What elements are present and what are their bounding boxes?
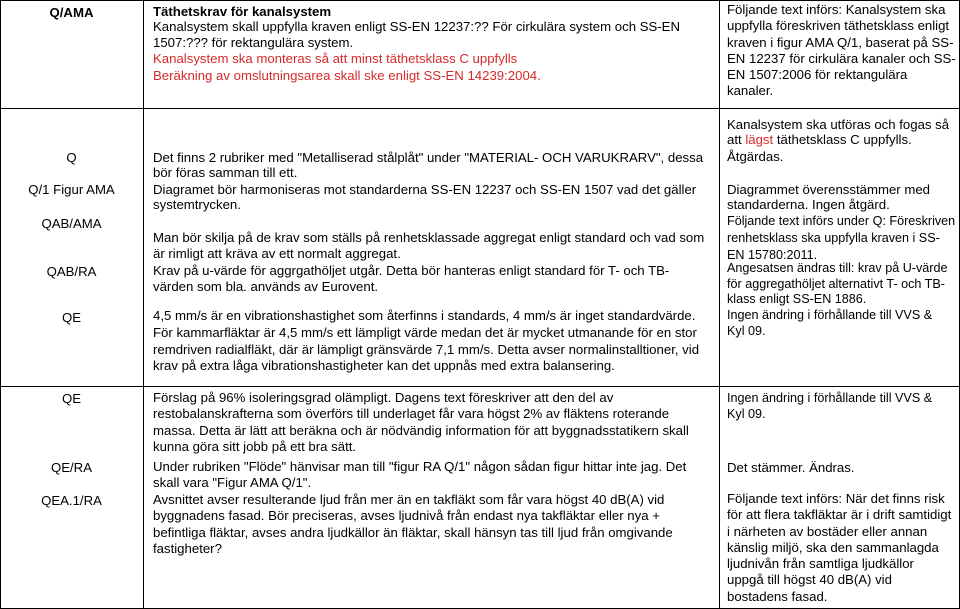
comment-text: Diagramet bör harmoniseras mot standarderna SS-EN 12237 och SS-EN 1507 vad det gäller systemtrycken.: [153, 182, 697, 213]
row-code: Q: [66, 150, 77, 165]
row-code: QE/RA: [50, 460, 93, 475]
section-title: Täthetskrav för kanalsystem: [153, 4, 332, 19]
comment-text: Under rubriken "Flöde" hänvisar man till "figur RA Q/1" någon sådan figur hittar inte jag. Det skall vara "Figur AMA Q/1".: [153, 459, 687, 491]
response-text: Följande text införs: Kanalsystem ska uppfylla föreskriven täthetsklass enligt kraven i figur AMA Q/1, baserat på SS-EN 12237 för cirkulära kanaler och SS-EN 1507:2006 för rektangulära kanaler.: [727, 2, 956, 99]
row-code: QE: [61, 310, 82, 325]
row-code: QEA.1/RA: [41, 493, 102, 508]
table-border-top: [0, 0, 960, 1]
table-column-divider: [719, 0, 720, 609]
comment-text: Det finns 2 rubriker med "Metalliserad stålplåt" under "MATERIAL- OCH VARUKRARV", dessa bör föras samman till ett.: [153, 150, 704, 181]
comment-line: Kanalsystem skall uppfylla kraven enligt SS-EN 12237:?? För cirkulära system och SS-EN: [153, 19, 680, 34]
comment-text: Förslag på 96% isoleringsgrad olämpligt. Dagens text föreskriver att den del av restobalanskrafterna som överförs till underlaget får vara högst 2% av fläktens roterande massa. Detta är lätt att beräkna och är nödvändig information för att byggnadsstatikern skall kunna göra sitt jobb på ett bra sätt.: [153, 390, 689, 454]
response-text: Angesatsen ändras till: krav på U-värde för aggregathöljet alternativt T- och TB-klass enligt SS-EN 1886.: [727, 261, 948, 307]
response-text: Följande text införs: När det finns risk för att flera takfläktar är i drift samtidigt i närheten av bostäder eller annan känslig miljö, ska den sammanlagda ljudnivån från samtliga ljudkällor uppgå till högst 40 dB(A) vid bostadens fasad.: [727, 491, 952, 604]
response-text: Åtgärdas.: [727, 149, 784, 164]
response-text: Diagrammet överensstämmer med standarderna. Ingen åtgärd.: [727, 182, 931, 213]
comment-line: Beräkning av omslutningsarea skall ske enligt SS-EN 14239:2004.: [153, 68, 541, 83]
response-text: Ingen ändring i förhållande till VVS & Kyl 09.: [727, 308, 933, 338]
comment-text: Krav på u-värde för aggrgathöljet utgår. Detta bör hanteras enligt standard för T- och TB-värden som bla. används av Eurovent.: [153, 263, 670, 295]
comment-text: Avsnittet avser resulterande ljud från mer än en takfläkt som får vara högst 40 dB(A) vid byggnadens fasad. Bör preciseras, avses ljudnivå från endast nya takfläktar eller nya + befintliga fläktar, avses andra ljudkällor än fläktar, skall hänsyn tas till ljud från omgivande fastigheter?: [153, 492, 673, 556]
row-code: QAB/AMA: [41, 216, 102, 231]
comment-line: Kanalsystem ska monteras så att minst täthetsklass C uppfylls: [153, 51, 518, 66]
table-row-divider: [0, 386, 960, 387]
table-row-divider: [0, 108, 960, 109]
comment-line: 1507:??? för rektangulära system.: [153, 35, 354, 50]
response-text: Följande text införs under Q: Föreskriven renhetsklass ska uppfylla kraven i SS-EN 15780:2011.: [727, 214, 956, 262]
response-text: Kanalsystem ska utföras och fogas så att lägst täthetsklass C uppfylls.: [727, 117, 950, 148]
comment-text: 4,5 mm/s är en vibrationshastighet som återfinns i standards, 4 mm/s är inget standardvärde. För kammarfläktar är 4,5 mm/s ett lämpligt värde medan det är mycket utmanande för en stor remdriven radialfläkt, där är lämpligt gränsvärde 7,1 mm/s. Detta avser normalinstalltioner, vid krav på extra låga vibrationshastigheter kan det uppnås med extra balansering.: [153, 308, 700, 374]
row-code: Q/1 Figur AMA: [28, 182, 115, 197]
row-code: Q/AMA: [49, 5, 94, 20]
response-text: Det stämmer. Ändras.: [727, 460, 855, 475]
table-column-divider: [143, 0, 144, 609]
row-code: QAB/RA: [46, 264, 97, 279]
comment-text: Man bör skilja på de krav som ställs på renhetsklassade aggregat enligt standard och vad som är rimligt att kräva av ett normalt aggregat.: [153, 230, 705, 262]
table-border-left: [0, 0, 1, 609]
row-code: QE: [61, 391, 82, 406]
response-text: Ingen ändring i förhållande till VVS & Kyl 09.: [727, 391, 933, 421]
emphasis-text: lägst: [745, 132, 774, 148]
